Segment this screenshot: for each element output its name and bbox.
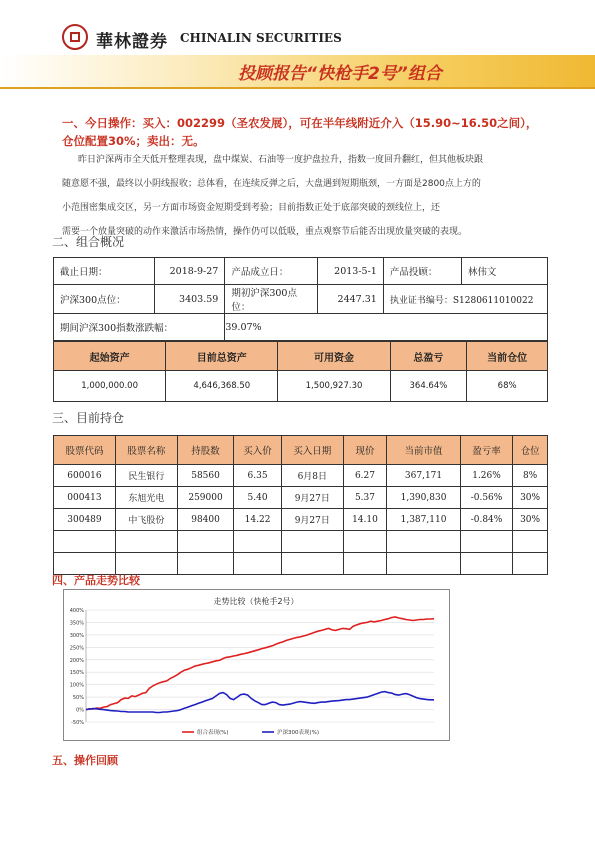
empty-cell <box>513 531 548 553</box>
position: 8% <box>513 465 548 487</box>
commentary-line: 需要一个放量突破的动作来激活市场热情，操作仍可以低吸，重点观察节后能否出现放量突破的表现。 <box>62 227 468 237</box>
available-cash-value: 1,500,927.30 <box>278 371 390 402</box>
stock-name: 东旭光电 <box>115 487 177 509</box>
pnl-rate: -0.56% <box>460 487 512 509</box>
advisor-value: 林伟文 <box>461 258 547 285</box>
title-band-underline <box>0 87 595 89</box>
inception-date-value: 2013-5-1 <box>318 258 384 285</box>
buy-date: 9月27日 <box>281 487 343 509</box>
buy-date: 9月27日 <box>281 509 343 531</box>
market-value: 1,387,110 <box>387 509 461 531</box>
holdings-column-header: 买入日期 <box>281 436 343 465</box>
asset-summary-table <box>53 341 548 402</box>
legend-label: 沪深300表现(%) <box>277 730 320 736</box>
license-number: 执业证书编号：S1280611010022 <box>383 285 547 314</box>
today-operation-heading-line1: 一、今日操作：买入：002299（圣农发展），可在半年线附近介入（15.90~16.50之间）， <box>62 116 538 130</box>
holdings-column-header: 持股数 <box>177 436 233 465</box>
commentary-line: 小范围密集成交区，另一方面市场资金短期受到考验；目前指数正处于底部突破的颈线位上，还 <box>62 203 441 213</box>
csi300-label: 沪深300点位： <box>54 285 155 314</box>
trend-chart <box>64 590 449 740</box>
trend-chart-frame <box>63 589 450 741</box>
buy-price: 14.22 <box>234 509 282 531</box>
today-operation-heading-line2: 仓位配置30%；卖出：无。 <box>62 134 205 148</box>
initial-csi300-label: 期初沪深300点位： <box>225 285 318 314</box>
empty-cell <box>387 553 461 575</box>
holdings-column-header: 仓位 <box>513 436 548 465</box>
csi300-change-value: 39.07% <box>225 314 548 341</box>
empty-cell <box>177 553 233 575</box>
csi300-value: 3403.59 <box>155 285 225 314</box>
shares: 98400 <box>177 509 233 531</box>
csi300-change-label: 期间沪深300指数涨跌幅： <box>54 314 225 341</box>
portfolio-info-table <box>53 257 548 341</box>
y-tick-label: 150% <box>69 670 84 677</box>
cutoff-date-value: 2018-9-27 <box>155 258 225 285</box>
market-value: 1,390,830 <box>387 487 461 509</box>
current-price: 5.37 <box>343 487 386 509</box>
y-tick-label: 350% <box>69 620 84 627</box>
stock-code: 300489 <box>54 509 116 531</box>
initial-assets-value: 1,000,000.00 <box>54 371 166 402</box>
holdings-column-header: 盈亏率 <box>460 436 512 465</box>
summary-header: 可用资金 <box>278 342 390 371</box>
pnl-rate: 1.26% <box>460 465 512 487</box>
empty-cell <box>343 553 386 575</box>
total-pnl-value: 364.64% <box>390 371 467 402</box>
summary-header: 起始资产 <box>54 342 166 371</box>
trend-comparison-heading: 四、产品走势比较 <box>52 574 140 587</box>
market-commentary <box>62 148 552 244</box>
holdings-column-header: 股票代码 <box>54 436 116 465</box>
empty-cell <box>54 531 116 553</box>
report-title: 投顾报告“快枪手2号”组合 <box>238 64 442 84</box>
stock-name: 民生银行 <box>115 465 177 487</box>
empty-cell <box>513 553 548 575</box>
brand-name-en: CHINALIN SECURITIES <box>180 31 342 45</box>
empty-cell <box>281 553 343 575</box>
portfolio-overview-heading: 二、组合概况 <box>52 235 125 249</box>
empty-cell <box>343 531 386 553</box>
summary-header: 当前仓位 <box>467 342 548 371</box>
empty-cell <box>234 531 282 553</box>
y-tick-label: 200% <box>69 657 84 664</box>
shares: 259000 <box>177 487 233 509</box>
y-tick-label: 250% <box>69 645 84 652</box>
brand-logo-icon <box>62 24 88 50</box>
stock-code: 600016 <box>54 465 116 487</box>
y-tick-label: 0% <box>76 707 84 714</box>
holdings-column-header: 现价 <box>343 436 386 465</box>
empty-cell <box>115 531 177 553</box>
current-price: 14.10 <box>343 509 386 531</box>
brand-name-cn: 華林證券 <box>96 32 168 52</box>
initial-csi300-value: 2447.31 <box>318 285 384 314</box>
y-tick-label: 100% <box>69 682 84 689</box>
y-tick-label: 400% <box>69 608 84 614</box>
advisor-label: 产品投顾： <box>383 258 461 285</box>
empty-cell <box>177 531 233 553</box>
table-row <box>54 487 548 509</box>
pnl-rate: -0.84% <box>460 509 512 531</box>
portfolio-series-line <box>86 617 434 710</box>
current-position-value: 68% <box>467 371 548 402</box>
stock-name: 中飞股份 <box>115 509 177 531</box>
empty-cell <box>281 531 343 553</box>
buy-date: 6月8日 <box>281 465 343 487</box>
operation-review-heading: 五、操作回顾 <box>52 754 118 767</box>
inception-date-label: 产品成立日： <box>225 258 318 285</box>
chart-title: 走势比较（快枪手2号） <box>213 597 299 606</box>
buy-price: 6.35 <box>234 465 282 487</box>
summary-header: 总盈亏 <box>390 342 467 371</box>
table-row <box>54 509 548 531</box>
holdings-column-header: 股票名称 <box>115 436 177 465</box>
position: 30% <box>513 509 548 531</box>
table-row <box>54 531 548 553</box>
holdings-table <box>53 435 548 575</box>
empty-cell <box>387 531 461 553</box>
shares: 58560 <box>177 465 233 487</box>
legend-label: 组合表现(%) <box>197 730 229 736</box>
commentary-line: 随意愿不强，最终以小阴线报收；总体看，在连续反弹之后，大盘遇到短期瓶颈，一方面是2800点上方的 <box>62 179 481 189</box>
holdings-column-header: 买入价 <box>234 436 282 465</box>
current-price: 6.27 <box>343 465 386 487</box>
y-tick-label: 50% <box>72 695 84 702</box>
market-value: 367,171 <box>387 465 461 487</box>
holdings-column-header: 当前市值 <box>387 436 461 465</box>
summary-header: 目前总资产 <box>166 342 278 371</box>
buy-price: 5.40 <box>234 487 282 509</box>
stock-code: 000413 <box>54 487 116 509</box>
table-row <box>54 465 548 487</box>
y-tick-label: -50% <box>71 720 84 726</box>
holdings-heading: 三、目前持仓 <box>52 411 125 425</box>
cutoff-date-label: 截止日期： <box>54 258 155 285</box>
commentary-line: 昨日沪深两市全天低开整理表现，盘中煤炭、石油等一度护盘拉升，指数一度回升翻红，但其他板块跟 <box>78 155 484 165</box>
empty-cell <box>234 553 282 575</box>
empty-cell <box>460 553 512 575</box>
position: 30% <box>513 487 548 509</box>
y-tick-label: 300% <box>69 632 84 639</box>
total-assets-value: 4,646,368.50 <box>166 371 278 402</box>
empty-cell <box>460 531 512 553</box>
